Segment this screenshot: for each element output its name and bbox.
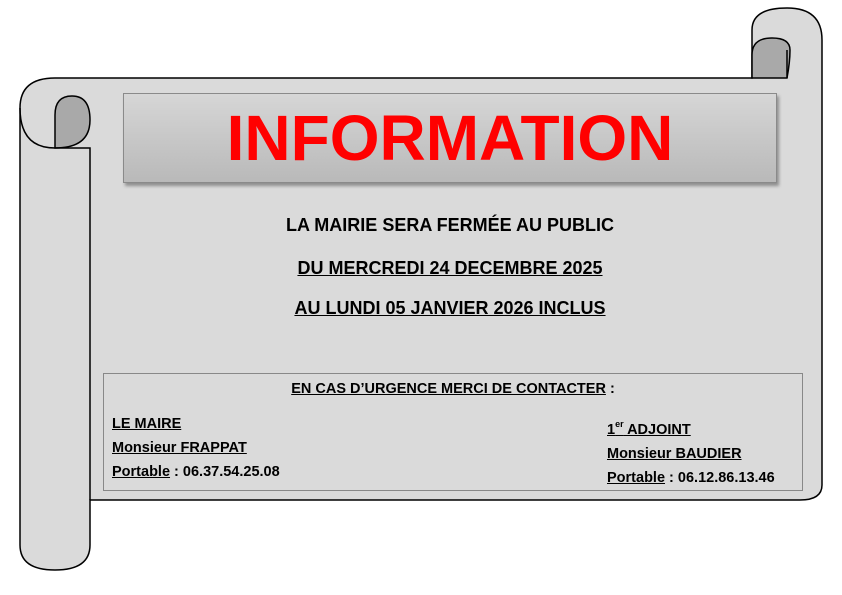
deputy-phone-sep: :: [665, 470, 678, 486]
mayor-phone-sep: :: [170, 464, 183, 480]
contact-deputy: [607, 412, 775, 490]
notice-line-2: DU MERCREDI 24 DECEMBRE 2025: [297, 258, 603, 278]
notice-line-3: AU LUNDI 05 JANVIER 2026 INCLUS: [294, 298, 606, 318]
contact-heading-colon: :: [605, 381, 615, 397]
deputy-role: [607, 412, 775, 442]
deputy-phone: 06.12.86.13.46: [677, 470, 775, 486]
contact-mayor: [112, 412, 280, 484]
deputy-role-sup: er: [615, 419, 624, 429]
notice-line-1: LA MAIRIE SERA FERMÉE AU PUBLIC: [285, 215, 614, 235]
mayor-phone-line: [112, 460, 280, 484]
deputy-phone-line: [607, 466, 775, 490]
deputy-role-number: 1: [607, 422, 616, 438]
mayor-phone-label: Portable: [112, 464, 171, 480]
information-banner: [123, 93, 777, 183]
deputy-name: Monsieur BAUDIER: [607, 446, 742, 462]
mayor-name: Monsieur FRAPPAT: [112, 440, 247, 456]
mayor-role: LE MAIRE: [112, 416, 182, 432]
deputy-role-rest: ADJOINT: [623, 422, 691, 438]
banner-title: INFORMATION: [226, 102, 674, 174]
emergency-contact-box: [103, 373, 803, 491]
scroll-curl-top-right: [752, 38, 790, 78]
contact-heading-text: EN CAS D’URGENCE MERCI DE CONTACTER: [291, 381, 606, 397]
contact-heading: [104, 381, 802, 397]
deputy-phone-label: Portable: [607, 470, 666, 486]
mayor-phone: 06.37.54.25.08: [182, 464, 280, 480]
